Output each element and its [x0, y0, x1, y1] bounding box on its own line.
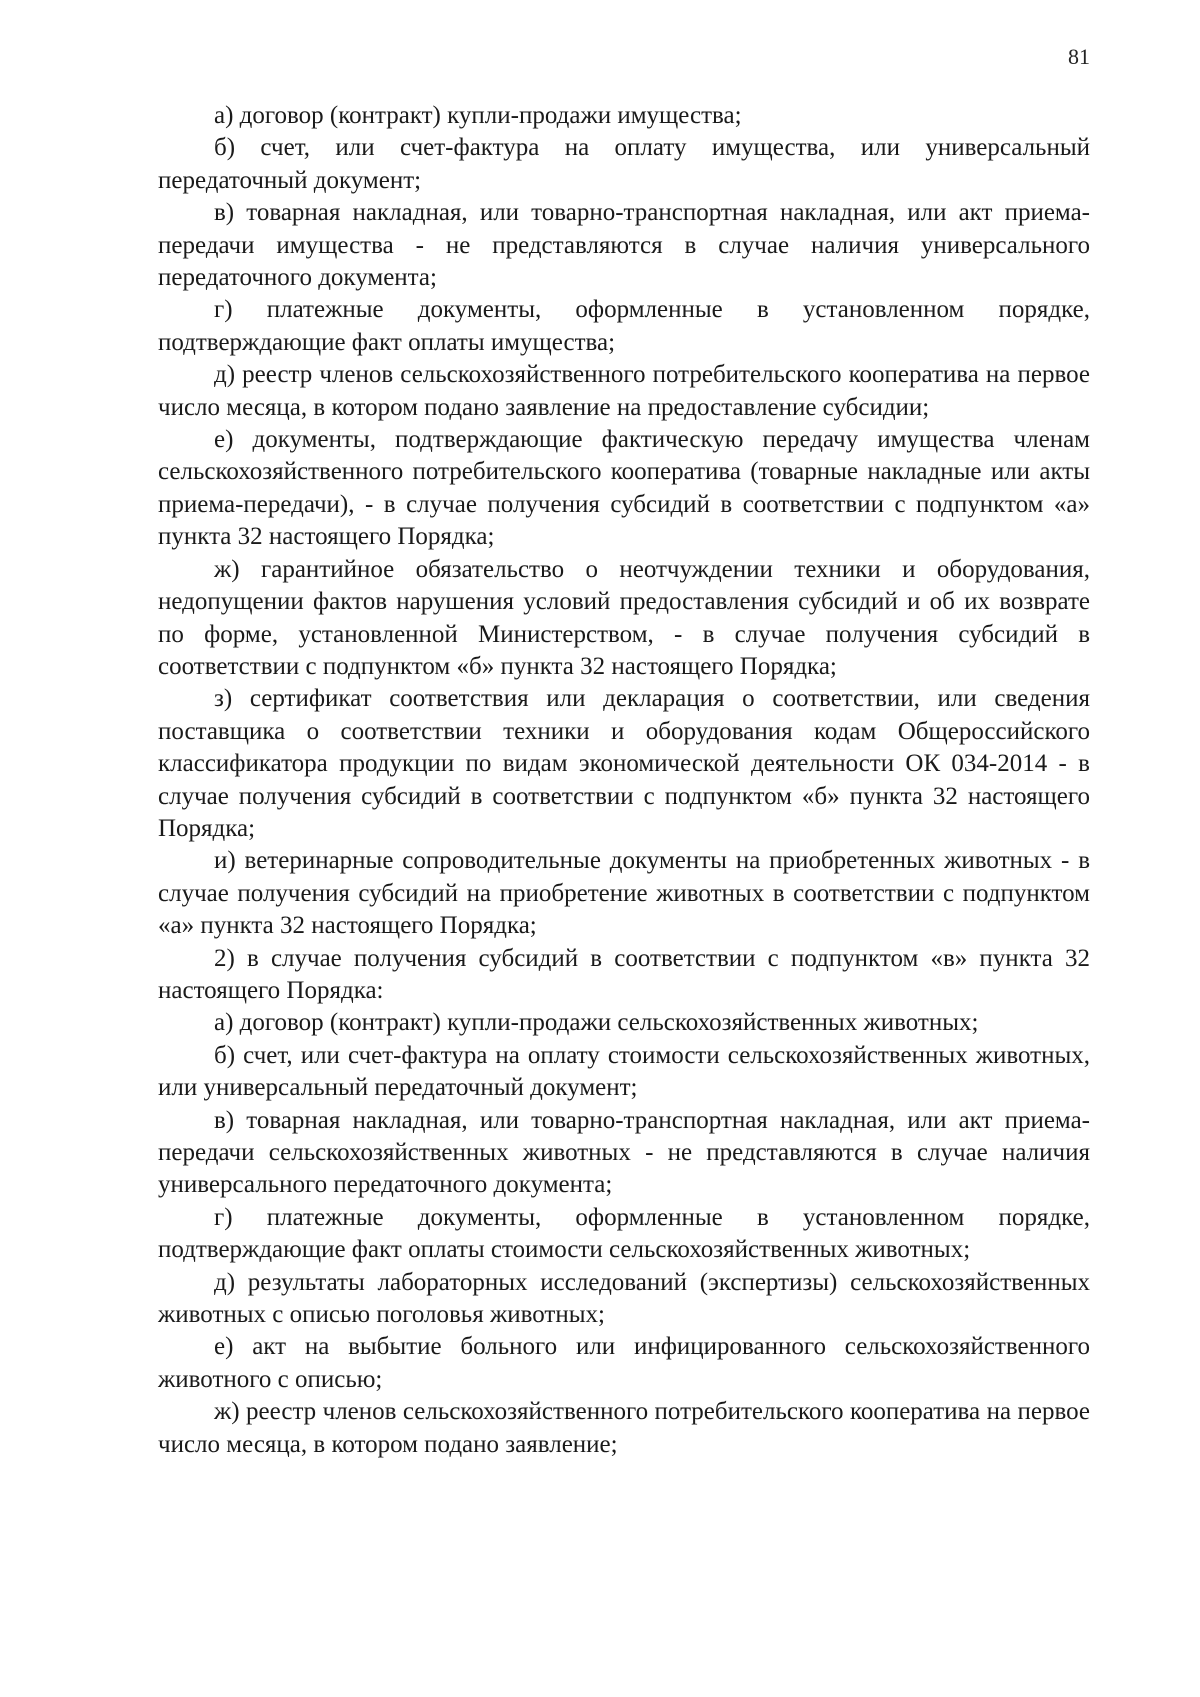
paragraph-i-veterinary-documents: и) ветеринарные сопроводительные документы на приобретенных животных - в случае получения субсидий на приобретение животных в соответствии с подпунктом «а» пункта 32 настоящего Порядка;: [158, 847, 1090, 940]
paragraph-e-disposal-act: е) акт на выбытие больного или инфицированного сельскохозяйственного животного с описью;: [158, 1333, 1090, 1393]
paragraph-b-property-invoice: б) счет, или счет-фактура на оплату имущества, или универсальный передаточный документ;: [158, 134, 1090, 194]
paragraph-d-lab-results: д) результаты лабораторных исследований (экспертизы) сельскохозяйственных животных с описью поголовья животных;: [158, 1268, 1090, 1329]
document-body: [158, 100, 1090, 1461]
paragraph-e-transfer-documents: е) документы, подтверждающие фактическую передачу имущества членам сельскохозяйственного потребительского кооператива (товарные накладные или акты приема-передачи), - в случае получения субсидий в соответствии с подпунктом «а» пункта 32 настоящего Порядка;: [158, 426, 1090, 551]
paragraph-b-animals-invoice: б) счет, или счет-фактура на оплату стоимости сельскохозяйственных животных, или универсальный передаточный документ;: [158, 1041, 1090, 1102]
paragraph-zh-guarantee-obligation: ж) гарантийное обязательство о неотчуждении техники и оборудования, недопущении фактов нарушения условий предоставления субсидий и об их возврате по форме, установленной Министерством, - в случае получения субсидий в соответствии с подпунктом «б» пункта 32 настоящего Порядка;: [158, 555, 1090, 680]
paragraph-z-certificate: з) сертификат соответствия или декларация о соответствии, или сведения поставщика о соответствии техники и оборудования кодам Общероссийского классификатора продукции по видам экономической деятельности ОК 034-2014 - в случае получения субсидий в соответствии с подпунктом «б» пункта 32 настоящего Порядка;: [158, 685, 1090, 842]
paragraph-v-property-waybill: в) товарная накладная, или товарно-транспортная накладная, или акт приема-передачи имущества - не представляются в случае наличия универсального передаточного документа;: [158, 199, 1090, 292]
paragraph-v-animals-waybill: в) товарная накладная, или товарно-транспортная накладная, или акт приема-передачи сельскохозяйственных животных - не представляются в случае наличия универсального передаточного документа;: [158, 1106, 1090, 1199]
paragraph-zh-members-register: ж) реестр членов сельскохозяйственного потребительского кооператива на первое число месяца, в котором подано заявление;: [158, 1398, 1090, 1458]
paragraph-a-property-contract: а) договор (контракт) купли-продажи имущества;: [214, 102, 742, 129]
paragraph-a-animals-contract: а) договор (контракт) купли-продажи сельскохозяйственных животных;: [214, 1009, 979, 1037]
paragraph-g-animals-payment: г) платежные документы, оформленные в установленном порядке, подтверждающие факт оплаты стоимости сельскохозяйственных животных;: [158, 1203, 1090, 1264]
page-number: 81: [1068, 44, 1090, 69]
paragraph-d-members-register: д) реестр членов сельскохозяйственного потребительского кооператива на первое число месяца, в котором подано заявление на предоставление субсидии;: [158, 361, 1090, 421]
paragraph-2-animals-subsidy: 2) в случае получения субсидий в соответствии с подпунктом «в» пункта 32 настоящего Порядка:: [158, 944, 1090, 1004]
paragraph-g-property-payment: г) платежные документы, оформленные в установленном порядке, подтверждающие факт оплаты имущества;: [158, 296, 1090, 356]
